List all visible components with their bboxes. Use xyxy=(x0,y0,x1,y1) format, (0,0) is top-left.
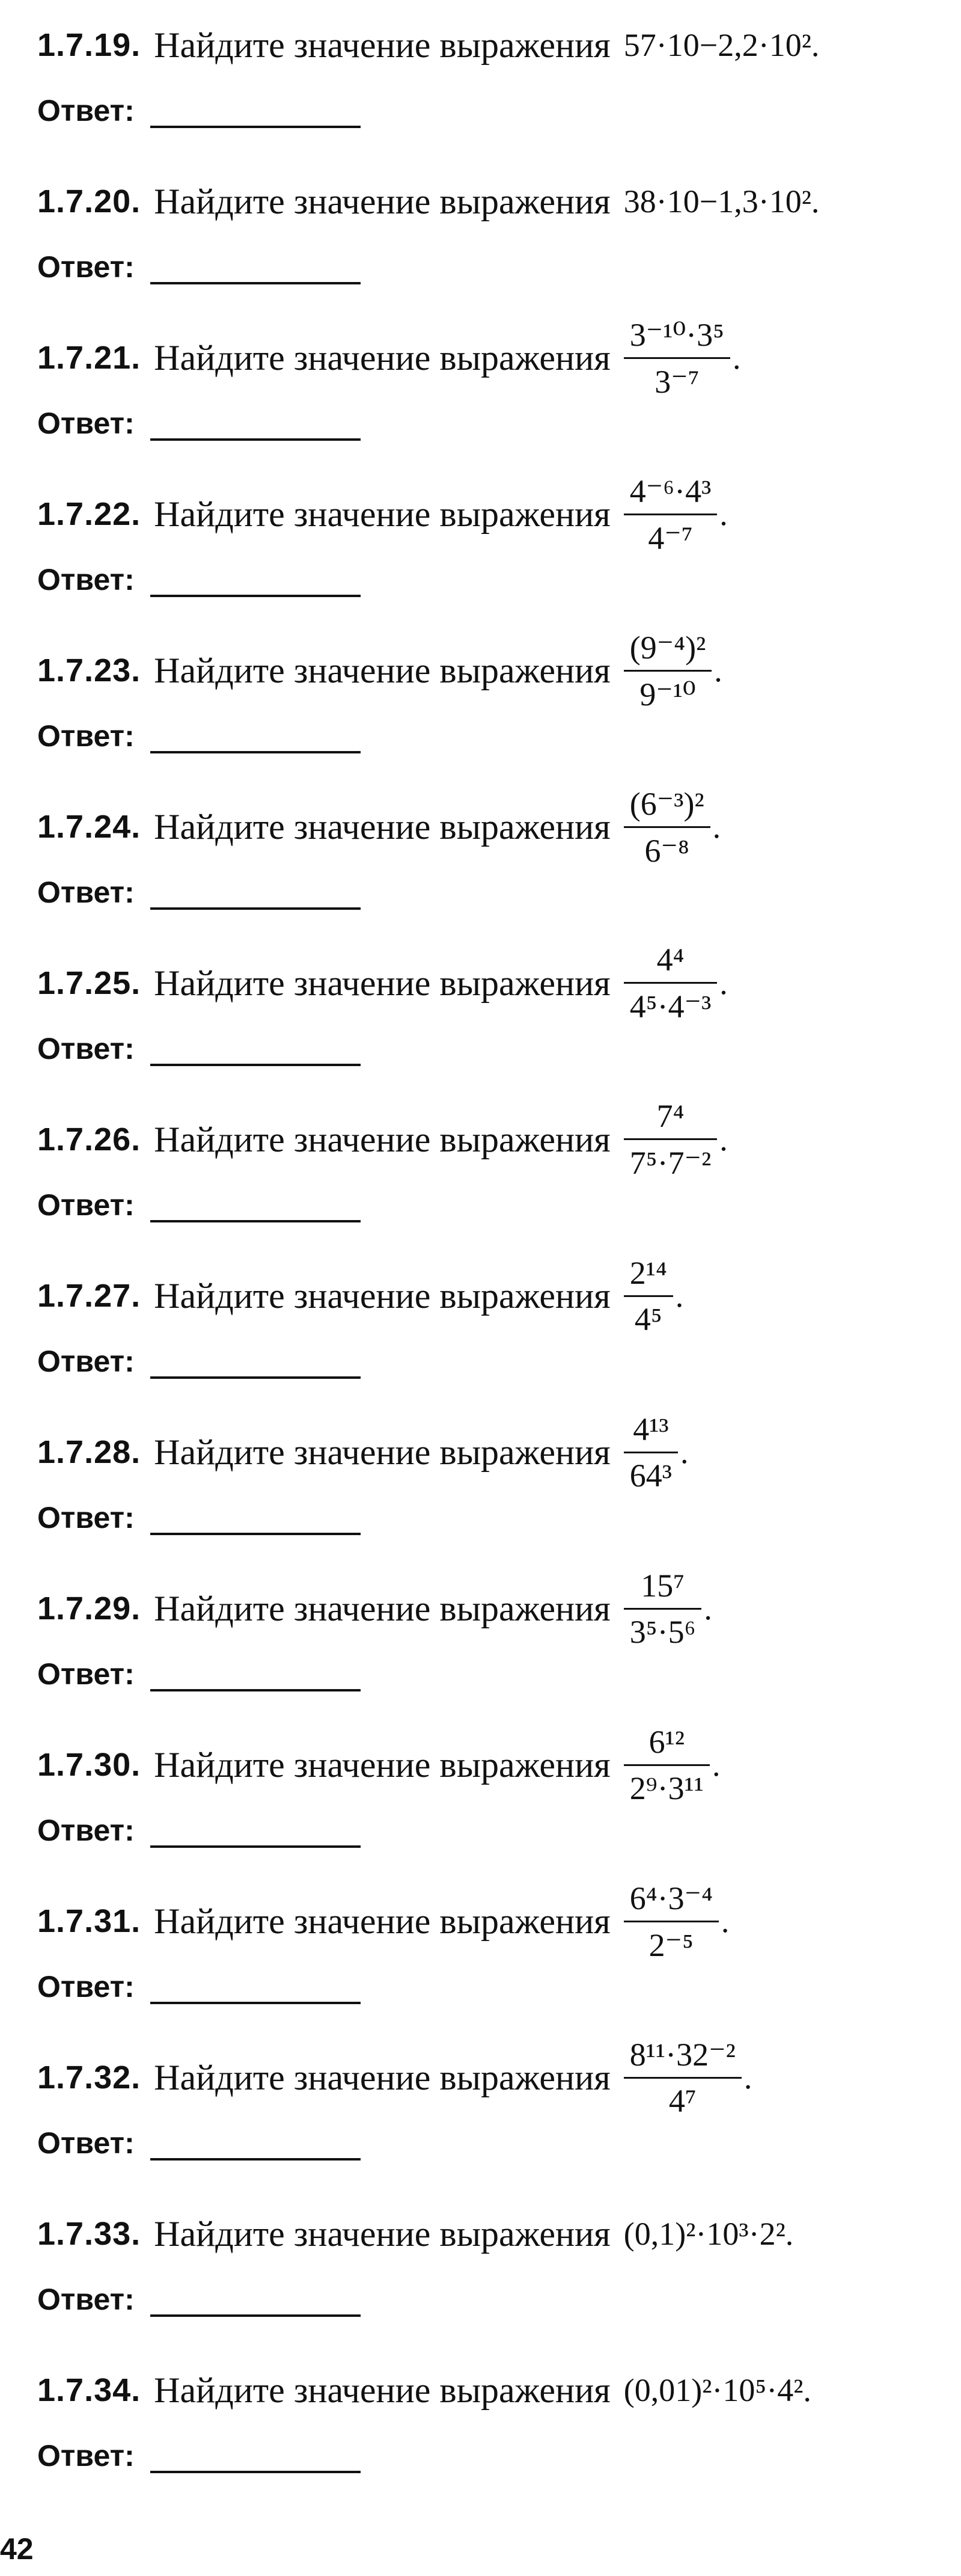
problem-text: Найдите значение выражения xyxy=(154,2213,611,2254)
fraction xyxy=(624,2035,742,2120)
answer-label: Ответ: xyxy=(37,94,135,127)
period: . xyxy=(714,652,722,688)
question-line xyxy=(37,1876,729,1966)
answer-line xyxy=(37,1500,361,1535)
fraction xyxy=(624,1567,702,1651)
question-line xyxy=(37,313,740,403)
answer-blank[interactable] xyxy=(150,567,361,597)
answer-line xyxy=(37,1813,361,1848)
problem-1-7-28 xyxy=(37,1407,939,1563)
problem-text: Найдите значение выражения xyxy=(154,337,611,378)
problem-text: Найдите значение выражения xyxy=(154,181,611,221)
question-line xyxy=(37,1094,728,1185)
numerator: 2¹⁴ xyxy=(629,1254,667,1291)
expression: (0,1)²·10³·2². xyxy=(623,2216,794,2252)
problem-text: Найдите значение выражения xyxy=(154,650,611,690)
question-line xyxy=(37,1563,712,1654)
problem-1-7-32 xyxy=(37,2032,939,2189)
answer-blank[interactable] xyxy=(150,98,361,128)
answer-line xyxy=(37,719,361,753)
problem-1-7-22 xyxy=(37,469,939,625)
fraction xyxy=(624,1254,673,1338)
question-line xyxy=(37,156,819,247)
question-line xyxy=(37,782,721,872)
problem-text: Найдите значение выражения xyxy=(154,25,611,65)
denominator: 4⁻⁷ xyxy=(648,520,693,556)
question-line xyxy=(37,1251,683,1341)
denominator: 2⁹·3¹¹ xyxy=(629,1770,704,1806)
fraction xyxy=(624,785,710,869)
problem-number: 1.7.27. xyxy=(37,1278,141,1314)
answer-line xyxy=(37,1188,361,1222)
answer-blank[interactable] xyxy=(150,723,361,753)
problem-text: Найдите значение выражения xyxy=(154,1901,611,1941)
problem-number: 1.7.29. xyxy=(37,1590,141,1627)
period: . xyxy=(743,2059,752,2096)
denominator: 6⁻⁸ xyxy=(644,832,689,869)
question-line xyxy=(37,2189,793,2279)
problem-text: Найдите значение выражения xyxy=(154,2057,611,2097)
problem-text: Найдите значение выражения xyxy=(154,494,611,534)
answer-label: Ответ: xyxy=(37,250,135,284)
numerator: 6¹² xyxy=(648,1723,685,1760)
answer-line xyxy=(37,2282,361,2317)
expression: (0,01)²·10⁵·4². xyxy=(623,2372,811,2408)
answer-line xyxy=(37,1344,361,1379)
problem-number: 1.7.23. xyxy=(37,652,141,688)
answer-line xyxy=(37,93,361,128)
fraction xyxy=(624,1879,719,1964)
problem-number: 1.7.32. xyxy=(37,2059,141,2096)
answer-blank[interactable] xyxy=(150,1661,361,1691)
problem-text: Найдите значение выражения xyxy=(154,963,611,1003)
answer-label: Ответ: xyxy=(37,2439,135,2473)
answer-label: Ответ: xyxy=(37,1814,135,1847)
problem-1-7-33 xyxy=(37,2189,939,2345)
answer-blank[interactable] xyxy=(150,2287,361,2317)
answer-line xyxy=(37,1657,361,1691)
denominator: 4⁵·4⁻³ xyxy=(629,989,712,1025)
fraction xyxy=(624,941,718,1025)
problem-1-7-26 xyxy=(37,1094,939,1251)
problem-1-7-25 xyxy=(37,938,939,1094)
denominator: 3⁻⁷ xyxy=(654,363,700,400)
question-line xyxy=(37,2345,811,2435)
problem-1-7-31 xyxy=(37,1876,939,2032)
answer-label: Ответ: xyxy=(37,2283,135,2316)
answer-label: Ответ: xyxy=(37,1188,135,1222)
answer-blank[interactable] xyxy=(150,411,361,441)
answer-blank[interactable] xyxy=(150,1192,361,1222)
expression: 57·10−2,2·10². xyxy=(623,27,820,63)
problem-text: Найдите значение выражения xyxy=(154,1119,611,1159)
denominator: 4⁷ xyxy=(668,2083,697,2119)
answer-label: Ответ: xyxy=(37,406,135,440)
answer-line xyxy=(37,1969,361,2004)
answer-label: Ответ: xyxy=(37,563,135,596)
question-line xyxy=(37,1407,688,1497)
answer-line xyxy=(37,562,361,597)
problem-1-7-20 xyxy=(37,156,939,313)
denominator: 4⁵ xyxy=(634,1301,662,1337)
problem-number: 1.7.25. xyxy=(37,965,141,1001)
numerator: 6⁴·3⁻⁴ xyxy=(629,1880,713,1916)
period: . xyxy=(680,1434,689,1470)
period: . xyxy=(712,809,721,845)
period: . xyxy=(719,965,728,1001)
problem-1-7-34 xyxy=(37,2345,939,2501)
answer-line xyxy=(37,2438,361,2473)
problem-1-7-24 xyxy=(37,782,939,938)
fraction xyxy=(624,472,718,557)
answer-line xyxy=(37,2126,361,2160)
problem-1-7-19 xyxy=(37,0,939,156)
period: . xyxy=(675,1278,684,1314)
problem-text: Найдите значение выражения xyxy=(154,1588,611,1628)
answer-blank[interactable] xyxy=(150,880,361,910)
problem-number: 1.7.24. xyxy=(37,809,141,845)
problem-number: 1.7.21. xyxy=(37,340,141,376)
problem-1-7-21 xyxy=(37,313,939,469)
numerator: (6⁻³)² xyxy=(629,785,704,822)
problem-number: 1.7.20. xyxy=(37,183,141,219)
fraction xyxy=(624,316,730,400)
numerator: 4⁻⁶·4³ xyxy=(629,473,712,509)
answer-line xyxy=(37,1031,361,1066)
period: . xyxy=(704,1590,712,1627)
answer-blank[interactable] xyxy=(150,1974,361,2004)
denominator: 3⁵·5⁶ xyxy=(629,1613,696,1650)
problem-number: 1.7.34. xyxy=(37,2372,141,2408)
fraction xyxy=(624,628,712,713)
numerator: 8¹¹·32⁻² xyxy=(629,2037,736,2073)
answer-label: Ответ: xyxy=(37,1345,135,1378)
problem-number: 1.7.19. xyxy=(37,27,141,63)
answer-label: Ответ: xyxy=(37,876,135,909)
answer-line xyxy=(37,406,361,441)
problem-1-7-23 xyxy=(37,625,939,782)
fraction xyxy=(624,1097,718,1182)
answer-label: Ответ: xyxy=(37,719,135,753)
question-line xyxy=(37,0,819,90)
problem-number: 1.7.26. xyxy=(37,1121,141,1158)
period: . xyxy=(721,1903,730,1939)
answer-blank[interactable] xyxy=(150,1349,361,1379)
problem-number: 1.7.28. xyxy=(37,1434,141,1470)
answer-blank[interactable] xyxy=(150,1036,361,1066)
numerator: 4¹³ xyxy=(633,1411,669,1447)
answer-label: Ответ: xyxy=(37,2126,135,2160)
problem-text: Найдите значение выражения xyxy=(154,2370,611,2410)
answer-blank[interactable] xyxy=(150,254,361,284)
answer-blank[interactable] xyxy=(150,1505,361,1535)
period: . xyxy=(712,1747,721,1783)
question-line xyxy=(37,2032,752,2123)
page-number: 42 xyxy=(0,2532,34,2566)
fraction xyxy=(624,1411,678,1494)
answer-label: Ответ: xyxy=(37,1032,135,1066)
answer-blank[interactable] xyxy=(150,1818,361,1848)
problem-number: 1.7.22. xyxy=(37,496,141,532)
problem-text: Найдите значение выражения xyxy=(154,1744,611,1785)
problem-text: Найдите значение выражения xyxy=(154,1432,611,1472)
expression: 38·10−1,3·10². xyxy=(623,183,820,219)
question-line xyxy=(37,469,728,559)
period: . xyxy=(719,496,728,532)
problem-number: 1.7.30. xyxy=(37,1747,141,1783)
numerator: (9⁻⁴)² xyxy=(629,629,706,666)
numerator: 3⁻¹⁰·3⁵ xyxy=(629,316,724,353)
fraction xyxy=(624,1723,710,1807)
denominator: 7⁵·7⁻² xyxy=(629,1145,712,1181)
question-line xyxy=(37,1720,720,1810)
question-line xyxy=(37,938,728,1028)
numerator: 4⁴ xyxy=(656,942,685,978)
answer-label: Ответ: xyxy=(37,1657,135,1691)
denominator: 64³ xyxy=(629,1457,672,1494)
answer-blank[interactable] xyxy=(150,2443,361,2473)
problem-1-7-29 xyxy=(37,1563,939,1720)
problem-1-7-30 xyxy=(37,1720,939,1876)
answer-line xyxy=(37,250,361,284)
problem-1-7-27 xyxy=(37,1251,939,1407)
answer-line xyxy=(37,875,361,910)
problem-number: 1.7.31. xyxy=(37,1903,141,1939)
answer-blank[interactable] xyxy=(150,2130,361,2160)
problem-text: Найдите значение выражения xyxy=(154,806,611,847)
numerator: 15⁷ xyxy=(641,1567,685,1604)
denominator: 9⁻¹⁰ xyxy=(639,676,696,713)
problem-text: Найдите значение выражения xyxy=(154,1275,611,1316)
answer-label: Ответ: xyxy=(37,1501,135,1535)
denominator: 2⁻⁵ xyxy=(648,1927,694,1963)
period: . xyxy=(732,340,741,376)
question-line xyxy=(37,625,722,716)
answer-label: Ответ: xyxy=(37,1970,135,2004)
numerator: 7⁴ xyxy=(656,1098,685,1134)
period: . xyxy=(719,1121,728,1158)
problem-number: 1.7.33. xyxy=(37,2216,141,2252)
